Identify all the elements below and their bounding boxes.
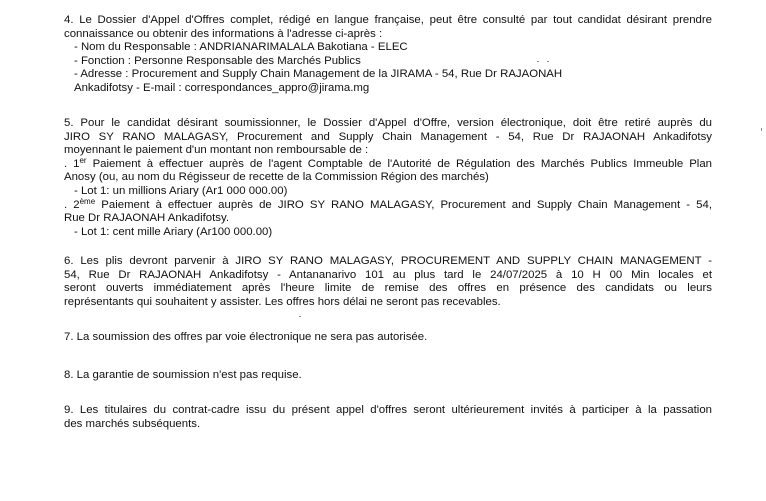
section-6-depot-plis [64,255,712,309]
section-6-line-1: 6. Les plis devront parvenir à JIRO SY RANO MALAGASY, PROCUREMENT AND SUPPLY CHAIN MANAGEMENT - [64,255,712,267]
paiement-1-number: . 1 [64,157,80,170]
section-7-soumission-electronique [64,331,712,345]
paiement-2-lot: - Lot 1: cent mille Ariary (Ar100 000.00) [74,225,273,238]
responsable-adresse: - Adresse : Procurement and Supply Chain Management de la JIRAMA - 54, Rue Dr RAJAONAH [74,68,563,81]
scan-speck [537,61,539,62]
section-6-line-4: représentants qui souhaitent y assister. Les offres hors délai ne seront pas recevables. [64,295,501,308]
scan-speck [761,128,762,131]
paiement-2-ordinal: ème [79,196,96,206]
responsable-adresse-email: Ankadifotsy - E-mail : correspondances_appro@jirama.mg [74,81,370,94]
scan-speck [299,316,301,317]
section-5-line-2: JIRO SY RANO MALAGASY, Procurement and Supply Chain Management - 54, Rue Dr RAJAONAH Ankadifotsy [64,130,712,143]
section-7-line-1: 7. La soumission des offres par voie électronique ne sera pas autorisée. [64,331,428,343]
paiement-2 [64,196,712,213]
paiement-2-line-2: Rue Dr RAJAONAH Ankadifotsy. [64,212,230,225]
section-5-line-1: 5. Pour le candidat désirant soumissionner, le Dossier d'Appel d'Offre, version électronique, doit être retiré auprès du [64,117,712,129]
paiement-1-ordinal: er [79,155,87,165]
section-6-line-2: 54, Rue Dr RAJAONAH Ankadifotsy - Antananarivo 101 au plus tard le 24/07/2025 à 10 H 00 Min locales et [64,268,712,281]
paiement-1-lot: - Lot 1: un millions Ariary (Ar1 000 000.00) [74,184,288,197]
section-6-line-3: seront ouverts immédiatement après l'heure limite de remise des offres en présence des candidats ou leurs [64,282,712,295]
paiement-2-number: . 2 [64,198,80,211]
section-4-line-2: connaissance ou obtenir des informations à l'adresse ci-après : [64,27,383,40]
section-9-contrat-cadre [64,404,712,431]
scan-speck [547,61,549,62]
section-9-line-1: 9. Les titulaires du contrat-cadre issu du présent appel d'offres seront ultérieurement invités à participer à la passation [64,404,712,416]
section-4-line-1: 4. Le Dossier d'Appel d'Offres complet, rédigé en langue française, peut être consulté par tout candidat désirant prendre [64,14,712,26]
section-8-line-1: 8. La garantie de soumission n'est pas requise. [64,369,302,381]
section-5-retrait-dossier [64,117,712,239]
section-5-line-3: moyennant le paiement d'un montant non remboursable de : [64,144,369,157]
paiement-1-text: Paiement à effectuer auprès de l'agent Comptable de l'Autorité de Régulation des Marchés Publics Immeuble Plan [86,157,712,170]
paiement-1 [64,155,712,172]
section-8-garantie [64,369,712,383]
responsable-nom: - Nom du Responsable : ANDRIANARIMALALA Bakotiana - ELEC [74,41,408,54]
paiement-1-line-2: Anosy (ou, au nom du Régisseur de recette de la Commission Région des marchés) [64,171,489,184]
section-9-line-2: des marchés subséquents. [64,417,201,430]
paiement-2-text: Paiement à effectuer auprès de JIRO SY RANO MALAGASY, Procurement and Supply Chain Management - 54, [95,198,712,211]
responsable-fonction: - Fonction : Personne Responsable des Marchés Publics [74,54,361,67]
section-4-consultation [64,14,712,96]
